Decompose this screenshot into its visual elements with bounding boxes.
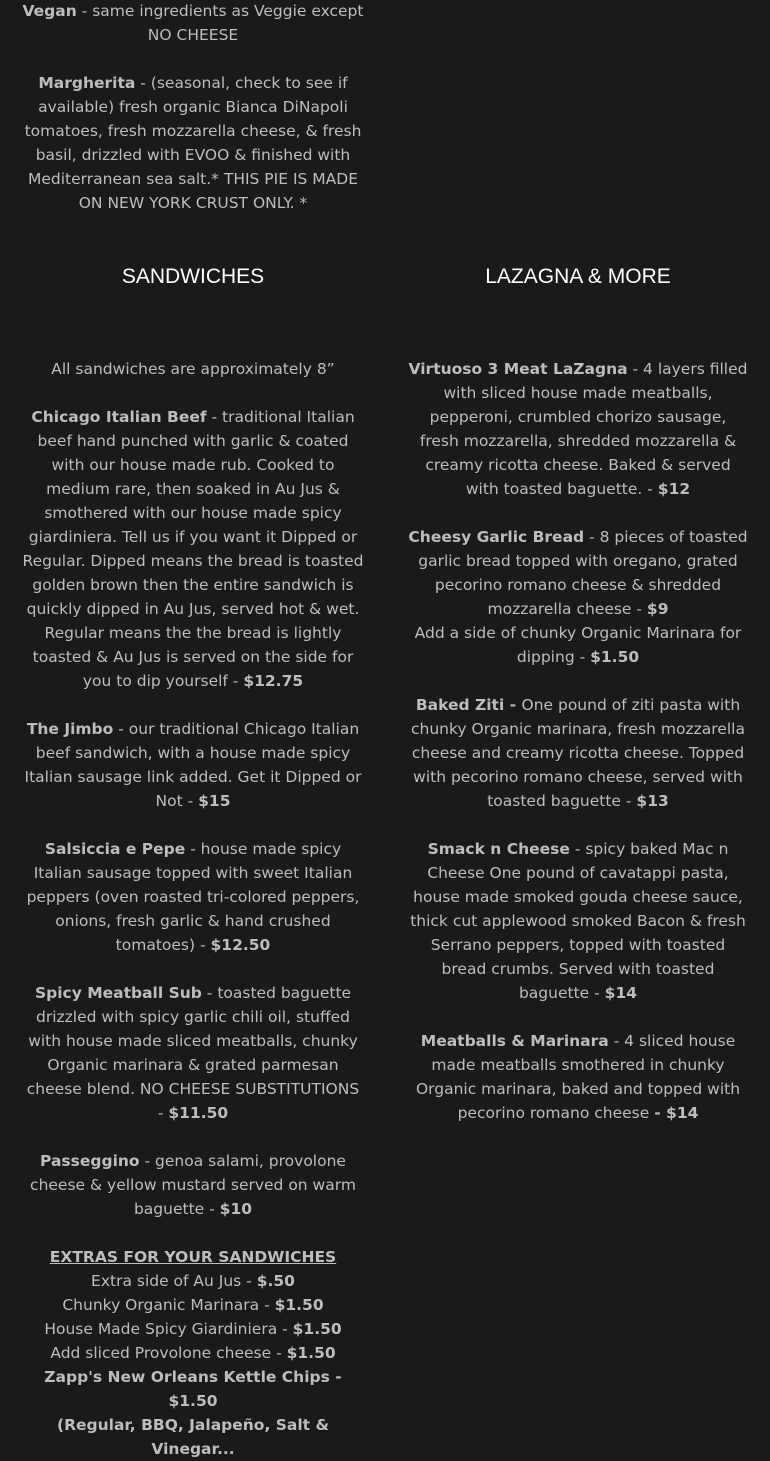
menu-item-smack-n-cheese: [408, 837, 748, 1005]
item-name: The Jimbo: [26, 720, 114, 738]
menu-item-baked-ziti: [408, 693, 748, 813]
item-desc: - our traditional Chicago Italian beef sandwich, with a house made spicy Italian sausage link added. Get it Dipped or Not -: [24, 720, 362, 810]
item-desc: One pound of ziti pasta with chunky Organic marinara, fresh mozzarella cheese and creamy ricotta cheese. Topped with pecorino romano cheese, served with toasted baguette -: [411, 696, 745, 810]
item-price: $14: [604, 984, 638, 1002]
item-price: $12.50: [210, 936, 271, 954]
extras-heading: EXTRAS FOR YOUR SANDWICHES: [49, 1248, 337, 1266]
item-desc: - 8 pieces of toasted garlic bread topped with oregano, grated pecorino romano cheese & shredded mozzarella cheese -: [418, 528, 748, 618]
menu-item-the-jimbo: [22, 717, 364, 813]
menu-item-vegan: [22, 0, 364, 47]
item-desc: - genoa salami, provolone cheese & yellow mustard served on warm baguette -: [30, 1152, 356, 1218]
menu-item-spicy-meatball-sub: [22, 981, 364, 1125]
pizza-section-tail: [22, 0, 364, 215]
item-desc: - spicy baked Mac n Cheese One pound of cavatappi pasta, house made smoked gouda cheese sauce, thick cut applewood smoked Bacon & fresh Serrano peppers, topped with toasted bread crumbs. Served with toasted baguette -: [410, 840, 746, 1002]
item-name: Meatballs & Marinara: [420, 1032, 609, 1050]
item-name: Virtuoso 3 Meat LaZagna: [408, 360, 628, 378]
addon-label: Add a side of chunky Organic Marinara for dipping -: [414, 624, 742, 666]
extra-price: $1.50: [292, 1320, 342, 1338]
extra-price: $.50: [256, 1272, 295, 1290]
sandwiches-list: [22, 357, 364, 1461]
item-desc: - toasted baguette drizzled with spicy garlic chili oil, stuffed with house made sliced meatballs, chunky Organic marinara & grated parmesan cheese blend. NO CHEESE SUBSTITUTIONS -: [26, 984, 360, 1122]
addon-price: $1.50: [590, 648, 640, 666]
item-desc: - same ingredients as Veggie except NO CHEESE: [76, 2, 364, 44]
item-name: Baked Ziti -: [415, 696, 522, 714]
item-price: $10: [219, 1200, 253, 1218]
extra-label: House Made Spicy Giardiniera -: [44, 1320, 293, 1338]
item-desc: - (seasonal, check to see if available) fresh organic Bianca DiNapoli tomatoes, fresh mozzarella cheese, & fresh basil, drizzled with EVOO & finished with Mediterranean sea salt.* THIS PIE IS MADE ON NEW YORK CRUST ONLY. *: [24, 74, 362, 212]
extra-item: [22, 1317, 364, 1341]
item-name: Salsiccia e Pepe: [44, 840, 186, 858]
extra-item: [22, 1269, 364, 1293]
extra-item-cutoff: (Regular, BBQ, Jalapeño, Salt & Vinegar...: [56, 1416, 329, 1458]
item-price: $9: [646, 600, 669, 618]
item-price: $15: [198, 792, 231, 810]
item-name: Passeggino: [40, 1152, 140, 1170]
item-desc: - 4 layers filled with sliced house made meatballs, pepperoni, crumbled chorizo sausage, fresh mozzarella, shredded mozzarella & creamy ricotta cheese. Baked & served with toasted baguette. -: [419, 360, 748, 498]
sandwiches-intro: All sandwiches are approximately 8”: [51, 360, 335, 378]
extra-item-chips: Zapp's New Orleans Kettle Chips - $1.50: [44, 1368, 342, 1410]
item-name: Chicago Italian Beef: [31, 408, 207, 426]
extra-label: Extra side of Au Jus -: [91, 1272, 257, 1290]
item-price: $12: [657, 480, 691, 498]
item-desc: - house made spicy Italian sausage topped with sweet Italian peppers (oven roasted tri-colored peppers, onions, fresh garlic & hand crushed tomatoes) -: [26, 840, 360, 954]
lazagna-list: [408, 357, 748, 1125]
extra-price: $1.50: [274, 1296, 324, 1314]
extra-price: $1.50: [286, 1344, 336, 1362]
extra-label: Chunky Organic Marinara -: [62, 1296, 275, 1314]
item-name: Smack n Cheese: [427, 840, 570, 858]
extra-item: [22, 1341, 364, 1365]
item-price: - $14: [654, 1104, 699, 1122]
menu-item-meatballs-marinara: [408, 1029, 748, 1125]
menu-item-marinara-addon: [408, 621, 748, 669]
menu-item-cheesy-garlic-bread: [408, 525, 748, 621]
item-name: Vegan: [22, 2, 77, 20]
item-name: Cheesy Garlic Bread: [408, 528, 585, 546]
section-heading-sandwiches: SANDWICHES: [121, 265, 265, 288]
item-desc: - traditional Italian beef hand punched with garlic & coated with our house made rub. Cooked to medium rare, then soaked in Au Jus & smothered with our house made spicy giardiniera. Tell us if you want it Dipped or Regular. Dipped means the bread is toasted golden brown then the entire sandwich is quickly dipped in Au Jus, served hot & wet. Regular means the the bread is lightly toasted & Au Jus is served on the side for you to dip yourself -: [22, 408, 364, 690]
extra-label: Add sliced Provolone cheese -: [50, 1344, 287, 1362]
item-name: Margherita: [38, 74, 136, 92]
item-price: $11.50: [168, 1104, 229, 1122]
extra-item: [22, 1293, 364, 1317]
menu-item-chicago-italian-beef: [22, 405, 364, 693]
item-price: $13: [636, 792, 669, 810]
item-name: Spicy Meatball Sub: [34, 984, 202, 1002]
item-desc: - 4 sliced house made meatballs smothered in chunky Organic marinara, baked and topped with pecorino romano cheese: [415, 1032, 741, 1122]
menu-item-passeggino: [22, 1149, 364, 1221]
item-price: $12.75: [243, 672, 304, 690]
menu-item-virtuoso-lazagna: [408, 357, 748, 501]
section-heading-lazagna: LAZAGNA & MORE: [485, 265, 671, 288]
menu-item-salsiccia-e-pepe: [22, 837, 364, 957]
menu-item-margherita: [22, 71, 364, 215]
